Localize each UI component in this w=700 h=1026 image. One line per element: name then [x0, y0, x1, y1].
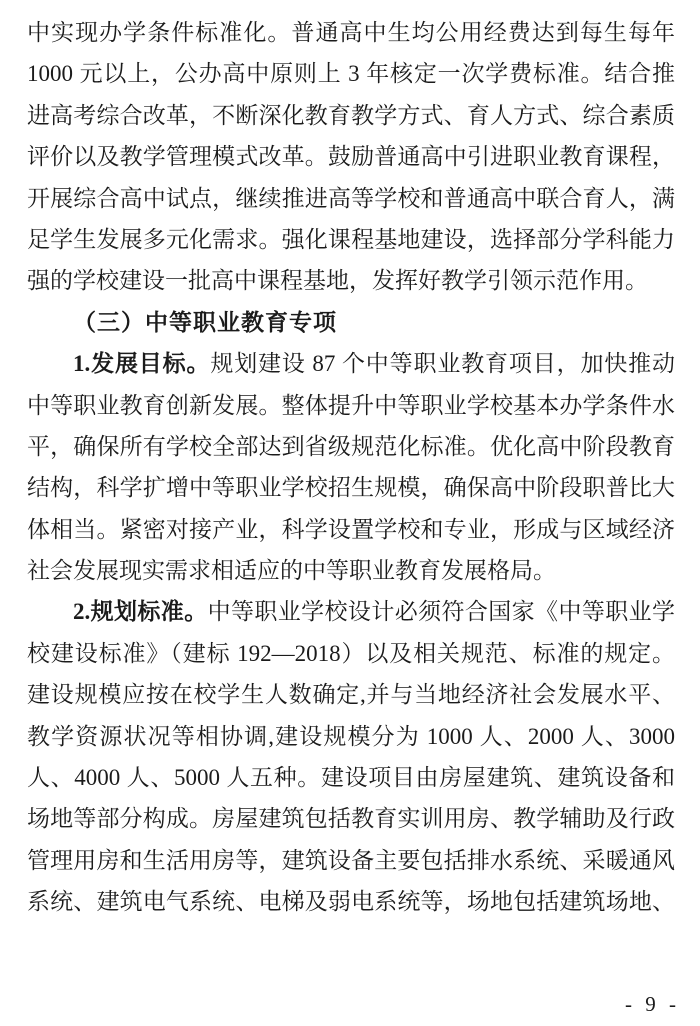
- body-line: 场地等部分构成。房屋建筑包括教育实训用房、教学辅助及行政: [27, 806, 675, 832]
- section-heading: （三）中等职业教育专项: [73, 309, 337, 335]
- body-line: 社会发展现实需求相适应的中等职业教育发展格局。: [27, 558, 556, 584]
- item2-first-line-text: 中等职业学校设计必须符合国家《中等职业学: [207, 599, 675, 625]
- body-line: 强的学校建设一批高中课程基地，发挥好教学引领示范作用。: [27, 268, 648, 294]
- page-number: - 9 -: [625, 992, 680, 1016]
- body-line: 中等职业教育创新发展。整体提升中等职业学校基本办学条件水: [27, 392, 675, 418]
- body-line: 校建设标准》（建标 192—2018）以及相关规范、标准的规定。: [27, 640, 675, 666]
- body-line: 足学生发展多元化需求。强化课程基地建设，选择部分学科能力: [27, 226, 675, 252]
- item1-number-label: 1.发展目标。: [73, 351, 211, 377]
- body-line: [27, 343, 675, 384]
- body-line: 中实现办学条件标准化。普通高中生均公用经费达到每生每年: [27, 20, 675, 45]
- body-line: 管理用房和生活用房等，建筑设备主要包括排水系统、采暖通风: [27, 847, 675, 873]
- body-line: 开展综合高中试点，继续推进高等学校和普通高中联合育人，满: [27, 185, 675, 211]
- body-line: 结构，科学扩增中等职业学校招生规模，确保高中阶段职普比大: [27, 475, 675, 501]
- document-body: [27, 12, 675, 923]
- body-line: 系统、建筑电气系统、电梯及弱电系统等，场地包括建筑场地、: [27, 889, 675, 915]
- body-line: 教学资源状况等相协调,建设规模分为 1000 人、2000 人、3000: [27, 723, 675, 749]
- body-line: 体相当。紧密对接产业，科学设置学校和专业，形成与区域经济: [27, 516, 675, 542]
- body-line: 人、4000 人、5000 人五种。建设项目由房屋建筑、建筑设备和: [27, 765, 675, 791]
- item2-number-label: 2.规划标准。: [73, 599, 208, 625]
- body-line: 评价以及教学管理模式改革。鼓励普通高中引进职业教育课程，: [27, 144, 675, 170]
- body-line: 建设规模应按在校学生人数确定,并与当地经济社会发展水平、: [27, 682, 675, 708]
- body-line: 1000 元以上，公办高中原则上 3 年核定一次学费标准。结合推: [27, 61, 675, 87]
- body-line: [27, 591, 675, 632]
- body-line: 进高考综合改革，不断深化教育教学方式、育人方式、综合素质: [27, 102, 675, 128]
- body-line: 平，确保所有学校全部达到省级规范化标准。优化高中阶段教育: [27, 433, 675, 459]
- item1-first-line-text: 规划建设 87 个中等职业教育项目，加快推动: [210, 351, 675, 377]
